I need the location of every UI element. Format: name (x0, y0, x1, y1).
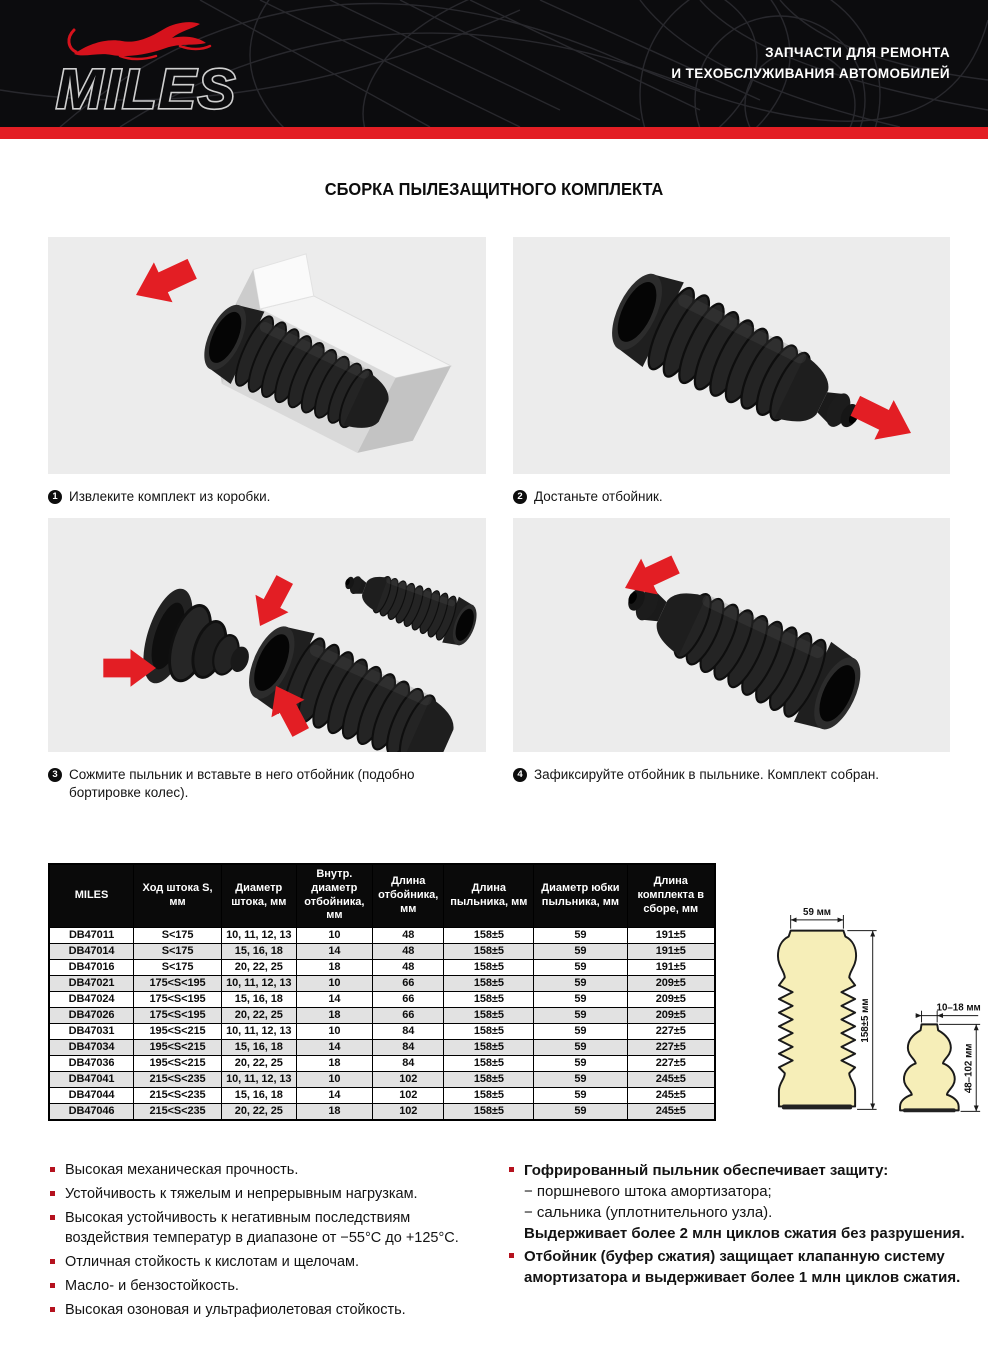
feature-item (48, 1276, 493, 1296)
cell-rod-diameter: 10, 11, 12, 13 (221, 1023, 296, 1039)
tagline-line1: ЗАПЧАСТИ ДЛЯ РЕМОНТА (765, 44, 950, 60)
bullet-icon (509, 1167, 514, 1172)
bumper-silhouette (900, 1024, 959, 1110)
cell-skirt-diameter: 59 (534, 959, 627, 975)
cell-rod-stroke: 195<S<215 (134, 1023, 222, 1039)
bumper-base (903, 1108, 956, 1112)
cell-bumper-length: 66 (373, 975, 444, 991)
cell-rod-diameter: 15, 16, 18 (221, 991, 296, 1007)
cell-bumper-length: 102 (373, 1071, 444, 1087)
red-arrow-top-icon (243, 571, 301, 635)
cell-part-number: DB47046 (49, 1103, 134, 1120)
step-3 (48, 518, 486, 814)
column-header: Диаметр юбки пыльника, мм (534, 864, 627, 928)
boot-base (782, 1104, 852, 1109)
spec-table-head (49, 864, 715, 928)
cell-kit-length: 245±5 (627, 1103, 715, 1120)
feature-text: Масло- и бензостойкость. (65, 1277, 239, 1294)
feature-text: Высокая устойчивость к негативным последствиям воздействия температур в диапазоне от −55°С до +125°С. (65, 1209, 459, 1246)
dimension-diagram-svg (734, 873, 986, 1125)
tagline-line2: И ТЕХОБСЛУЖИВАНИЯ АВТОМОБИЛЕЙ (671, 65, 950, 81)
cell-part-number: DB47014 (49, 943, 134, 959)
step-4 (513, 518, 950, 814)
cell-part-number: DB47034 (49, 1039, 134, 1055)
cell-boot-length: 158±5 (444, 991, 534, 1007)
spec-table-body (49, 927, 715, 1120)
step-3-image-panel (48, 518, 486, 752)
table-row (49, 927, 715, 943)
cell-skirt-diameter: 59 (534, 1055, 627, 1071)
cell-rod-diameter: 10, 11, 12, 13 (221, 927, 296, 943)
cell-boot-length: 158±5 (444, 927, 534, 943)
assembled-kit-small (337, 559, 482, 651)
bullet-icon (50, 1167, 55, 1172)
table-row (49, 1103, 715, 1120)
header-banner (0, 0, 988, 127)
cell-kit-length: 227±5 (627, 1023, 715, 1039)
cell-kit-length: 245±5 (627, 1071, 715, 1087)
table-row (49, 1071, 715, 1087)
step-4-caption (513, 752, 950, 796)
cell-rod-stroke: S<175 (134, 943, 222, 959)
column-header: Длина пыльника, мм (444, 864, 534, 928)
cell-bumper-inner-diameter: 10 (296, 1071, 373, 1087)
cell-part-number: DB47031 (49, 1023, 134, 1039)
cell-kit-length: 191±5 (627, 959, 715, 975)
bullet-icon (50, 1283, 55, 1288)
cell-rod-stroke: 175<S<195 (134, 1007, 222, 1023)
cell-rod-stroke: 215<S<235 (134, 1071, 222, 1087)
step-1-text: Извлеките комплект из коробки. (69, 489, 271, 504)
cell-bumper-inner-diameter: 14 (296, 1087, 373, 1103)
feature-item (48, 1300, 493, 1320)
table-row (49, 1039, 715, 1055)
feature-text: Высокая озоновая и ультрафиолетовая стойкость. (65, 1301, 406, 1318)
feature-item (48, 1252, 493, 1272)
cell-boot-length: 158±5 (444, 1071, 534, 1087)
features-section (48, 1160, 965, 1364)
cell-rod-stroke: 215<S<235 (134, 1087, 222, 1103)
cell-bumper-length: 48 (373, 927, 444, 943)
brand-text: MILES (56, 57, 238, 120)
cell-bumper-inner-diameter: 10 (296, 927, 373, 943)
cell-rod-stroke: 175<S<195 (134, 975, 222, 991)
cell-rod-diameter: 10, 11, 12, 13 (221, 1071, 296, 1087)
cell-skirt-diameter: 59 (534, 1103, 627, 1120)
bullet-icon (50, 1259, 55, 1264)
cell-rod-stroke: 195<S<215 (134, 1055, 222, 1071)
step-1-caption (48, 474, 486, 518)
assembly-steps (48, 237, 940, 815)
header-tagline (671, 0, 950, 127)
cell-bumper-length: 84 (373, 1055, 444, 1071)
boot-feature-sub2: − сальника (уплотнительного узла). (524, 1203, 773, 1221)
cell-bumper-length: 48 (373, 943, 444, 959)
cell-rod-diameter: 15, 16, 18 (221, 1039, 296, 1055)
cell-bumper-inner-diameter: 14 (296, 943, 373, 959)
feature-item (48, 1184, 493, 1204)
cell-rod-diameter: 15, 16, 18 (221, 1087, 296, 1103)
cell-bumper-inner-diameter: 10 (296, 1023, 373, 1039)
cell-rod-stroke: 195<S<215 (134, 1039, 222, 1055)
cell-boot-length: 158±5 (444, 1007, 534, 1023)
cell-bumper-length: 84 (373, 1039, 444, 1055)
step-2-caption (513, 474, 950, 518)
cell-kit-length: 227±5 (627, 1039, 715, 1055)
cell-rod-diameter: 20, 22, 25 (221, 959, 296, 975)
step-1 (48, 237, 486, 518)
step-2 (513, 237, 950, 518)
bullet-icon (50, 1307, 55, 1312)
cell-boot-length: 158±5 (444, 943, 534, 959)
step-2-illustration-boot-and-bumper (513, 237, 950, 474)
bullet-icon (509, 1253, 514, 1258)
column-header: MILES (49, 864, 134, 928)
cell-boot-length: 158±5 (444, 975, 534, 991)
cell-rod-stroke: 175<S<195 (134, 991, 222, 1007)
cell-boot-length: 158±5 (444, 959, 534, 975)
cell-bumper-length: 102 (373, 1087, 444, 1103)
feature-item (48, 1208, 493, 1248)
column-header: Длина отбойника, мм (373, 864, 444, 928)
bumper-width-label: 10–18 мм (936, 1002, 981, 1014)
column-header: Длина комплекта в сборе, мм (627, 864, 715, 928)
feature-text: Устойчивость к тяжелым и непрерывным нагрузкам. (65, 1185, 418, 1202)
cell-kit-length: 209±5 (627, 1007, 715, 1023)
features-right-column (507, 1160, 977, 1324)
bumper-length-label: 48–102 мм (963, 1043, 975, 1093)
step-1-number-badge: 1 (48, 490, 62, 504)
feature-text: Высокая механическая прочность. (65, 1161, 299, 1178)
cell-skirt-diameter: 59 (534, 927, 627, 943)
boot-width-label: 59 мм (803, 906, 832, 918)
cell-bumper-inner-diameter: 18 (296, 1007, 373, 1023)
cell-boot-length: 158±5 (444, 1103, 534, 1120)
cell-bumper-length: 66 (373, 1007, 444, 1023)
cell-rod-stroke: 215<S<235 (134, 1103, 222, 1120)
cell-kit-length: 245±5 (627, 1087, 715, 1103)
table-row (49, 975, 715, 991)
cell-part-number: DB47044 (49, 1087, 134, 1103)
cell-part-number: DB47024 (49, 991, 134, 1007)
step-2-text: Достаньте отбойник. (534, 489, 663, 504)
cell-part-number: DB47011 (49, 927, 134, 943)
step-1-image-panel (48, 237, 486, 474)
cell-part-number: DB47016 (49, 959, 134, 975)
spec-section (48, 863, 988, 1130)
step-1-illustration-box-with-boot (48, 237, 486, 474)
bullet-icon (50, 1191, 55, 1196)
dust-boot-with-bumper (599, 261, 877, 461)
step-3-text: Сожмите пыльник и вставьте в него отбойник (подобно бортировке колес). (69, 767, 415, 801)
table-row (49, 1055, 715, 1071)
cell-kit-length: 227±5 (627, 1055, 715, 1071)
cell-bumper-inner-diameter: 14 (296, 1039, 373, 1055)
brand-wordmark (50, 50, 300, 122)
cell-bumper-inner-diameter: 14 (296, 991, 373, 1007)
feature-item (48, 1160, 493, 1180)
cell-bumper-length: 84 (373, 1023, 444, 1039)
cell-rod-diameter: 20, 22, 25 (221, 1103, 296, 1120)
step-4-illustration-assembled-kit (513, 518, 950, 752)
cell-skirt-diameter: 59 (534, 1023, 627, 1039)
boot-silhouette (778, 930, 856, 1106)
bullet-icon (50, 1215, 55, 1220)
cell-rod-stroke: S<175 (134, 927, 222, 943)
dimension-diagram (734, 873, 986, 1130)
boot-feature-title: Гофрированный пыльник обеспечивает защиту: (524, 1161, 889, 1179)
bumper-feature-text: Отбойник (буфер сжатия) защищает клапанную систему амортизатора и выдерживает более 1 млн циклов сжатия. (524, 1247, 961, 1286)
cell-kit-length: 191±5 (627, 943, 715, 959)
boot-feature-note: Выдерживает более 2 млн циклов сжатия без разрушения. (524, 1224, 965, 1242)
table-row (49, 959, 715, 975)
bump-stop (133, 583, 263, 709)
cell-skirt-diameter: 59 (534, 991, 627, 1007)
cell-boot-length: 158±5 (444, 1039, 534, 1055)
cell-bumper-inner-diameter: 18 (296, 1055, 373, 1071)
step-3-number-badge: 3 (48, 768, 62, 782)
table-row (49, 1087, 715, 1103)
cell-kit-length: 191±5 (627, 927, 715, 943)
red-stripe-divider (0, 127, 988, 139)
table-row (49, 1007, 715, 1023)
features-left-column (48, 1160, 493, 1324)
cell-bumper-inner-diameter: 18 (296, 959, 373, 975)
cell-skirt-diameter: 59 (534, 943, 627, 959)
step-4-number-badge: 4 (513, 768, 527, 782)
feature-item-bumper (507, 1246, 977, 1288)
cell-part-number: DB47021 (49, 975, 134, 991)
table-row (49, 943, 715, 959)
cell-bumper-length: 102 (373, 1103, 444, 1120)
cell-bumper-length: 48 (373, 959, 444, 975)
step-4-image-panel (513, 518, 950, 752)
feature-item-boot (507, 1160, 977, 1244)
cell-rod-diameter: 20, 22, 25 (221, 1007, 296, 1023)
cell-kit-length: 209±5 (627, 991, 715, 1007)
cell-bumper-inner-diameter: 18 (296, 1103, 373, 1120)
table-row (49, 1023, 715, 1039)
table-row (49, 991, 715, 1007)
cell-rod-diameter: 20, 22, 25 (221, 1055, 296, 1071)
boot-feature-sub1: − поршневого штока амортизатора; (524, 1182, 772, 1200)
spec-table (48, 863, 716, 1121)
cell-bumper-inner-diameter: 10 (296, 975, 373, 991)
cell-part-number: DB47026 (49, 1007, 134, 1023)
red-arrow-icon (127, 249, 202, 315)
cell-boot-length: 158±5 (444, 1087, 534, 1103)
cell-part-number: DB47036 (49, 1055, 134, 1071)
cell-skirt-diameter: 59 (534, 975, 627, 991)
brand-logo (50, 16, 300, 122)
cell-kit-length: 209±5 (627, 975, 715, 991)
page-title: СБОРКА ПЫЛЕЗАЩИТНОГО КОМПЛЕКТА (324, 179, 664, 199)
cell-skirt-diameter: 59 (534, 1071, 627, 1087)
feature-text: Отличная стойкость к кислотам и щелочам. (65, 1253, 360, 1270)
column-header: Внутр. диаметр отбойника, мм (296, 864, 373, 928)
step-4-text: Зафиксируйте отбойник в пыльнике. Комплект собран. (534, 767, 880, 783)
cell-boot-length: 158±5 (444, 1055, 534, 1071)
cell-rod-diameter: 15, 16, 18 (221, 943, 296, 959)
cell-rod-diameter: 10, 11, 12, 13 (221, 975, 296, 991)
step-3-illustration-insert-bumper (48, 518, 486, 752)
column-header: Ход штока S, мм (134, 864, 222, 928)
boot-length-label: 158±5 мм (859, 998, 871, 1043)
cell-bumper-length: 66 (373, 991, 444, 1007)
step-3-caption (48, 752, 486, 814)
cell-skirt-diameter: 59 (534, 1039, 627, 1055)
cell-rod-stroke: S<175 (134, 959, 222, 975)
column-header: Диаметр штока, мм (221, 864, 296, 928)
cell-part-number: DB47041 (49, 1071, 134, 1087)
spec-header-row (49, 864, 715, 928)
cell-skirt-diameter: 59 (534, 1007, 627, 1023)
cell-skirt-diameter: 59 (534, 1087, 627, 1103)
step-2-number-badge: 2 (513, 490, 527, 504)
step-2-image-panel (513, 237, 950, 474)
cell-boot-length: 158±5 (444, 1023, 534, 1039)
